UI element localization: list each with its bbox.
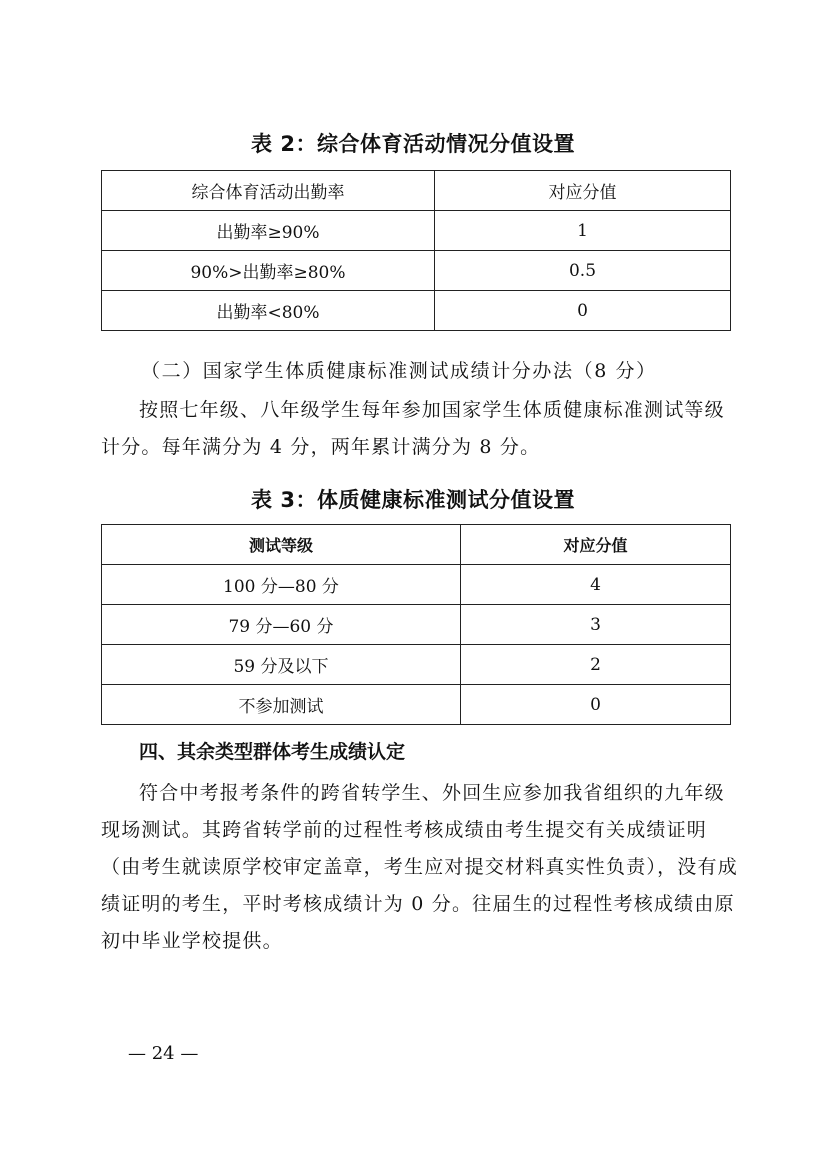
column-header: 对应分值	[435, 171, 731, 211]
table-row	[102, 685, 731, 725]
table-cell: 3	[461, 605, 731, 645]
table-cell: 不参加测试	[102, 685, 461, 725]
table-cell: 0	[461, 685, 731, 725]
table-cell: 79 分—60 分	[102, 605, 461, 645]
table-row	[102, 645, 731, 685]
table-cell: 1	[435, 211, 731, 251]
table-cell: 4	[461, 565, 731, 605]
table-3-title: 表 3：体质健康标准测试分值设置	[251, 488, 575, 512]
table-cell: 59 分及以下	[102, 645, 461, 685]
page-number: — 24 —	[128, 1043, 199, 1064]
body-paragraph: 按照七年级、八年级学生每年参加国家学生体质健康标准测试等级计分。每年满分为 4 分，两年累计满分为 8 分。	[101, 399, 725, 458]
table-row	[102, 291, 731, 331]
table-cell: 90%>出勤率≥80%	[102, 251, 435, 291]
table-cell: 0	[435, 291, 731, 331]
body-paragraph: 符合中考报考条件的跨省转学生、外回生应参加我省组织的九年级现场测试。其跨省转学前的过程性考核成绩由考生提交有关成绩证明（由考生就读原学校审定盖章，考生应对提交材料真实性负责），没有成绩证明的考生，平时考核成绩计为 0 分。往届生的过程性考核成绩由原初中毕业学校提供。	[101, 782, 738, 952]
table-row	[102, 251, 731, 291]
table-row	[102, 211, 731, 251]
column-header: 对应分值	[461, 525, 731, 565]
table-row	[102, 605, 731, 645]
table-header-row	[102, 525, 731, 565]
table-header-row	[102, 171, 731, 211]
column-header: 测试等级	[102, 525, 461, 565]
table-cell: 100 分—80 分	[102, 565, 461, 605]
subsection-heading: （二）国家学生体质健康标准测试成绩计分办法（8 分）	[141, 360, 657, 382]
table-2-title: 表 2：综合体育活动情况分值设置	[251, 132, 575, 156]
attendance-score-table	[101, 170, 731, 331]
fitness-test-score-table	[101, 524, 731, 725]
table-cell: 0.5	[435, 251, 731, 291]
table-cell: 出勤率<80%	[102, 291, 435, 331]
table-cell: 2	[461, 645, 731, 685]
table-cell: 出勤率≥90%	[102, 211, 435, 251]
table-row	[102, 565, 731, 605]
section-heading: 四、其余类型群体考生成绩认定	[139, 741, 406, 763]
column-header: 综合体育活动出勤率	[102, 171, 435, 211]
